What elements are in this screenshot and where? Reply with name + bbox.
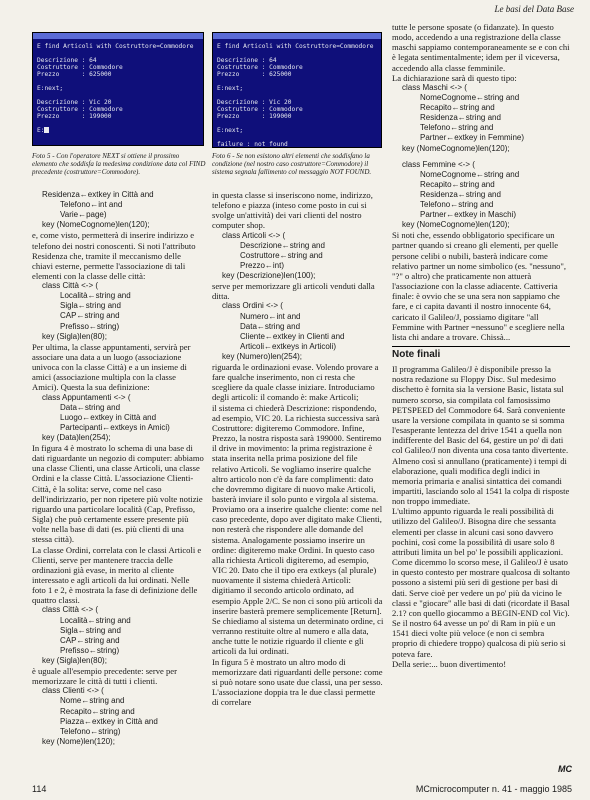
paragraph: Della serie:... buon divertimento! bbox=[392, 658, 507, 669]
screen-line: E: bbox=[37, 127, 199, 134]
code-line: key (Data)len(254); bbox=[42, 432, 111, 442]
screen-line: Costruttore : Commodore bbox=[217, 64, 303, 71]
paragraph: La classe Ordini, correlata con le classi Articoli e Clienti, serve per mantenere traccia delle ordinazioni già evase, in merito al cliente interessato e agli articoli da lui ordinati. Nelle foto 1 e 2, è mostrata la fase di definizione delle quattro classi. bbox=[32, 544, 202, 606]
screen-line: Prezzo : 199000 bbox=[37, 113, 112, 120]
code-line: key (Descrizione)len(100); bbox=[222, 271, 316, 280]
screen-line: Costruttore : Commodore bbox=[217, 106, 303, 113]
caption-foto-6: Foto 6 - Se non esistono altri elementi che soddisfano la condizione (nel nostro caso costruttore=Commodore) il sistema segnala fallimento col messaggio NOT FOUND. bbox=[212, 152, 372, 177]
page-number: 114 bbox=[32, 784, 47, 794]
code-line: Località←string and bbox=[60, 615, 131, 625]
code-block bbox=[32, 190, 204, 230]
screen-line: E:next; bbox=[217, 127, 244, 134]
screen-line: failure : not found bbox=[217, 141, 288, 148]
code-line: Costruttore←string and bbox=[240, 250, 323, 260]
screen-line bbox=[37, 78, 199, 85]
screen-line bbox=[217, 92, 377, 99]
screenshot-foto-6 bbox=[212, 32, 382, 148]
code-line: Residenza←string and bbox=[420, 189, 501, 199]
code-line: Telefono←string) bbox=[60, 726, 121, 736]
paragraph: tutte le persone sposate (o fidanzate). In questo modo, accedendo a una registrazione della classe maschi sappiamo contemporaneamente se e con chi è legata sentimentalmente; idem per il viceversa, accedendo alla classe femminile. bbox=[392, 22, 570, 73]
screen-line: Prezzo : 625000 bbox=[37, 71, 112, 78]
mc-logo: MC bbox=[558, 764, 572, 774]
code-line: Partecipanti←extkeys in Amici) bbox=[60, 422, 170, 432]
code-line: Numero←int and bbox=[240, 311, 301, 321]
screen-line: Prezzo : 199000 bbox=[217, 113, 292, 120]
code-line: Sigla←string and bbox=[60, 625, 121, 635]
screen-line: E:next; bbox=[37, 85, 64, 92]
paragraph: riguarda le ordinazioni evase. Volendo provare a fare qualche inserimento, non ci resta che scegliere da quale classe iniziare. Introduciamo degli articoli: il comando è: make Articoli; bbox=[212, 361, 379, 403]
code-line: class Appuntamenti <-> ( bbox=[42, 392, 131, 402]
code-line: class Articoli <-> ( bbox=[222, 230, 286, 240]
paragraph: Se chiediamo al sistema un determinato ordine, ci verranno restituite oltre al numero e alla data, anche tutte le notizie riguardo il cliente e gli articoli da lui ordinati. bbox=[212, 615, 384, 657]
screen-line: Costruttore : Commodore bbox=[37, 106, 123, 113]
code-line: class Maschi <-> ( bbox=[402, 82, 467, 92]
screen-line: Descrizione : 64 bbox=[217, 57, 277, 64]
code-block bbox=[32, 281, 204, 342]
screen-line bbox=[37, 120, 199, 127]
paragraph: L'ultimo appunto riguarda le reali possibilità di utilizzo del Galileo/J. Bisogna dire che sessanta elementi per classe in alcuni casi sono davvero pochini, così come la possibilità di usare solo 8 attributi limita un bel po' le possibili applicazioni. Come dicemmo lo scorso mese, il Galileo/J è usato in questo contesto per mostrare qualcosa di soltanto possono a sistemi più seri di gestione per basi di dati. Serve cioè per vedere un po' più da vicino le classi e "giocare" alle basi di dati (ricordate il Basal 2.1? con quello giocammo a BEGIN-END col Vic). Se il nostro 64 avesse un po' di Ram in più e un 1541 dieci volte più veloce (e non ci sembra proprio di chiedere troppo) qualcosa di più serio si poteva fare. bbox=[392, 506, 570, 659]
code-line: key (NomeCognome)len(120); bbox=[402, 143, 510, 153]
code-block bbox=[392, 160, 570, 231]
code-line: key (Sigla)len(80); bbox=[42, 655, 107, 665]
screen-line bbox=[217, 78, 377, 85]
code-line: class Ordini <-> ( bbox=[222, 301, 283, 311]
screen-line bbox=[217, 50, 377, 57]
paragraph: Si noti che, essendo obbligatorio specificare un partner quando si creano gli elementi, per quelle persone celibi o nubili, basterà indicare come relativo partner un nome simbolico (es. "nessuno", "?" o altro) che praticamente non attuerà l'associazione con la classe adiacente. Cattiveria finale: è ovvio che se una sera non sappiamo che fare, e ci capita davanti il nostro innocente 64, caricato il Galileo/J, possiamo digitare "all Femmine with Partner =nessuno" e scegliere nella lista chi andare a trovare. Chissà... bbox=[392, 230, 567, 342]
screen-line: E find Articoli with Costruttore=Commodore bbox=[217, 43, 374, 50]
code-line: Luogo←extkey in Città and bbox=[60, 412, 157, 422]
screen-line: Descrizione : 64 bbox=[37, 57, 97, 64]
screen-line: Descrizione : Vic 20 bbox=[37, 99, 112, 106]
screen-line: Descrizione : Vic 20 bbox=[217, 99, 292, 106]
code-line: Cliente←extkey in Clienti and bbox=[240, 331, 345, 341]
code-line: Residenza←string and bbox=[420, 113, 501, 123]
code-line: CAP←string and bbox=[60, 311, 120, 321]
screen-line: Costruttore : Commodore bbox=[37, 64, 123, 71]
code-line: Telefono←int and bbox=[60, 200, 123, 210]
cursor-icon bbox=[44, 127, 49, 133]
paragraph: In figura 4 è mostrato lo schema di una base di dati riguardante un negozio di computer: abbiamo una classe Clienti, una classe Articoli, una classe Ordini e la classe Città. L'associazione Clienti-Città, è la solita: serve, come nel caso dell'indirizzario, per non ripetere più volte notizie riguardo una particolare località (Cap, Prefisso, Sigla) che può certamente essere presente più volte nella base di dati (es. più clienti di una stessa città). bbox=[32, 442, 204, 545]
code-line: Data←string and bbox=[240, 321, 301, 331]
code-line: Articoli←extkeys in Articoli) bbox=[240, 341, 337, 351]
section-heading: Note finali bbox=[392, 346, 570, 360]
code-line: class Città <-> ( bbox=[42, 281, 99, 291]
code-line: Descrizione←string and bbox=[240, 240, 325, 250]
screen-line: Prezzo : 625000 bbox=[217, 71, 292, 78]
code-block bbox=[212, 301, 384, 362]
code-line: key (Numero)len(254); bbox=[222, 351, 303, 361]
magazine-issue: MCmicrocomputer n. 41 - maggio 1985 bbox=[415, 784, 572, 794]
caption-foto-5: Foto 5 - Con l'operatore NEXT si ottiene il prossimo elemento che soddisfa la medesima condizione data col FIND precedente (costruttore=Commodore). bbox=[32, 152, 206, 177]
screen-line bbox=[217, 120, 377, 127]
code-line: key (NomeCognome)len(120); bbox=[402, 220, 510, 230]
screen-line: E:next; bbox=[217, 85, 244, 92]
code-line: Prefisso←string) bbox=[60, 321, 120, 331]
paragraph: In figura 5 è mostrato un altro modo di memorizzare dati riguardanti delle persone: come si può notare sono usate due classi, una per sesso. L'associazione doppia tra le due classi permette di correlare bbox=[212, 656, 383, 708]
column-2 bbox=[212, 190, 384, 707]
code-line: Partner←extkey in Maschi) bbox=[420, 210, 517, 220]
code-line: Partner←extkey in Femmine) bbox=[420, 133, 525, 143]
code-line: Recapito←string and bbox=[420, 103, 495, 113]
code-line: Prezzo←int) bbox=[240, 260, 285, 270]
code-line: class Clienti <-> ( bbox=[42, 686, 104, 696]
code-line: Sigla←string and bbox=[60, 301, 121, 311]
code-line: key (NomeCognome)len(120); bbox=[42, 220, 150, 230]
code-line: Telefono←string and bbox=[420, 123, 494, 133]
code-line: Residenza←extkey in Città and bbox=[42, 190, 154, 199]
code-line: Recapito←string and bbox=[60, 706, 135, 716]
code-line: NomeCognome←string and bbox=[420, 169, 520, 179]
code-block bbox=[212, 231, 384, 281]
running-header: Le basi del Data Base bbox=[494, 4, 574, 14]
screen-line bbox=[37, 50, 199, 57]
paragraph: La dichiarazione sarà di questo tipo: bbox=[392, 72, 517, 83]
code-line: Varie←page) bbox=[60, 210, 107, 220]
code-block bbox=[392, 83, 570, 154]
code-line: key (Sigla)len(80); bbox=[42, 331, 107, 341]
paragraph: Il programma Galileo/J è disponibile presso la nostra redazione su Floppy Disc. Sul medesimo dischetto è fornita sia la versione Basic, listata sul numero scorso, sia compilata col famosissimo PETSPEED del Commodore 64. Sarà conveniente usare la versione compilata in quanto se si somma l'esasperante lentezza del drive 1541 a quella non indifferente del Basic del 64, gestire un po' di dati col Galileo/J non diventa una cosa tanto divertente. Almeno così si annullano (praticamente) i tempi di elaborazione, quali modifica degli indici in memoria primaria e analisi sintattica dei comandi impartiti, lasciando solo al 1541 la colpa di risposte non troppo immediate. bbox=[392, 364, 570, 507]
code-block bbox=[32, 686, 204, 747]
paragraph: e, come visto, permetterà di inserire indirizzo e telefono dei nostri conoscenti. Si noti l'attributo Residenza che, tramite il meccanismo delle chiavi esterne, permette l'associazione di tali elementi con la classe delle città: bbox=[32, 230, 196, 281]
screen-line bbox=[37, 92, 199, 99]
screen-line bbox=[217, 134, 377, 141]
code-block bbox=[32, 605, 204, 666]
code-line: Piazza←extkey in Città and bbox=[60, 716, 158, 726]
code-line: Recapito←string and bbox=[420, 179, 495, 189]
screen-line: E find Articoli with Costruttore=Commodore bbox=[37, 43, 194, 50]
code-line: Località←string and bbox=[60, 291, 131, 301]
paragraph: in questa classe si inseriscono nome, indirizzo, telefono e piazza (inteso come posto in cui si svolge un'attività) dei vari clienti del nostro computer shop. bbox=[212, 190, 373, 231]
paragraph: è uguale all'esempio precedente: serve per memorizzare le città di tutti i clienti. bbox=[32, 666, 177, 687]
code-line: CAP←string and bbox=[60, 635, 120, 645]
code-line: Nome←string and bbox=[60, 696, 125, 706]
code-line: class Femmine <-> ( bbox=[402, 159, 475, 169]
paragraph: il sistema ci chiederà Descrizione: rispondendo, ad esempio, VIC 20. La richiesta successiva sarà Costruttore: digiteremo Commodore. Infine, Prezzo, la nostra risposta sarà 199000. Sentiremo il drive in movimento: la prima registrazione è stata inserita nella prima posizione del file relativo Articoli. Se vogliamo inserire qualche altro articolo non c'è da fare complimenti: dato che dovremmo digitare di nuovo make Articoli, basterà inviare il solo punto e virgola al sistema. bbox=[212, 402, 382, 504]
paragraph: Per ultima, la classe appuntamenti, servirà per associare una data a un luogo (associazione univoca con la classe Città) e a un insieme di amici (associazione multipla con la classe Amici). Questa la sua definizione: bbox=[32, 341, 191, 393]
paragraph: Proviamo ora a inserire qualche cliente: come nel caso precedente, dopo aver digitato make Clienti, non resterà che rispondere alle domande del sistema. Analogamente possiamo inserire un ordine: digiteremo make Ordini. In questo caso alla richiesta Articoli digiteremo, ad esempio, VIC 20. Dato che il tipo era extkeys (al plurale) nuovamente il sistema chiederà Articoli: digitiamo il secondo articolo ordinato, ad esempio Apple 2/C. Se non ci sono più articoli da inserire basterà premere semplicemente [Return]. bbox=[212, 504, 383, 616]
paragraph: serve per memorizzare gli articoli venduti dalla ditta. bbox=[212, 281, 375, 302]
code-line: Data←string and bbox=[60, 402, 121, 412]
code-line: key (Nome)len(120); bbox=[42, 736, 115, 746]
code-block bbox=[32, 393, 204, 443]
code-line: Prefisso←string) bbox=[60, 645, 120, 655]
code-line: class Città <-> ( bbox=[42, 605, 99, 615]
column-1 bbox=[32, 190, 204, 747]
code-line: NomeCognome←string and bbox=[420, 93, 520, 103]
screenshot-foto-5 bbox=[32, 32, 204, 146]
code-line: Telefono←string and bbox=[420, 199, 494, 209]
column-3 bbox=[392, 22, 570, 669]
